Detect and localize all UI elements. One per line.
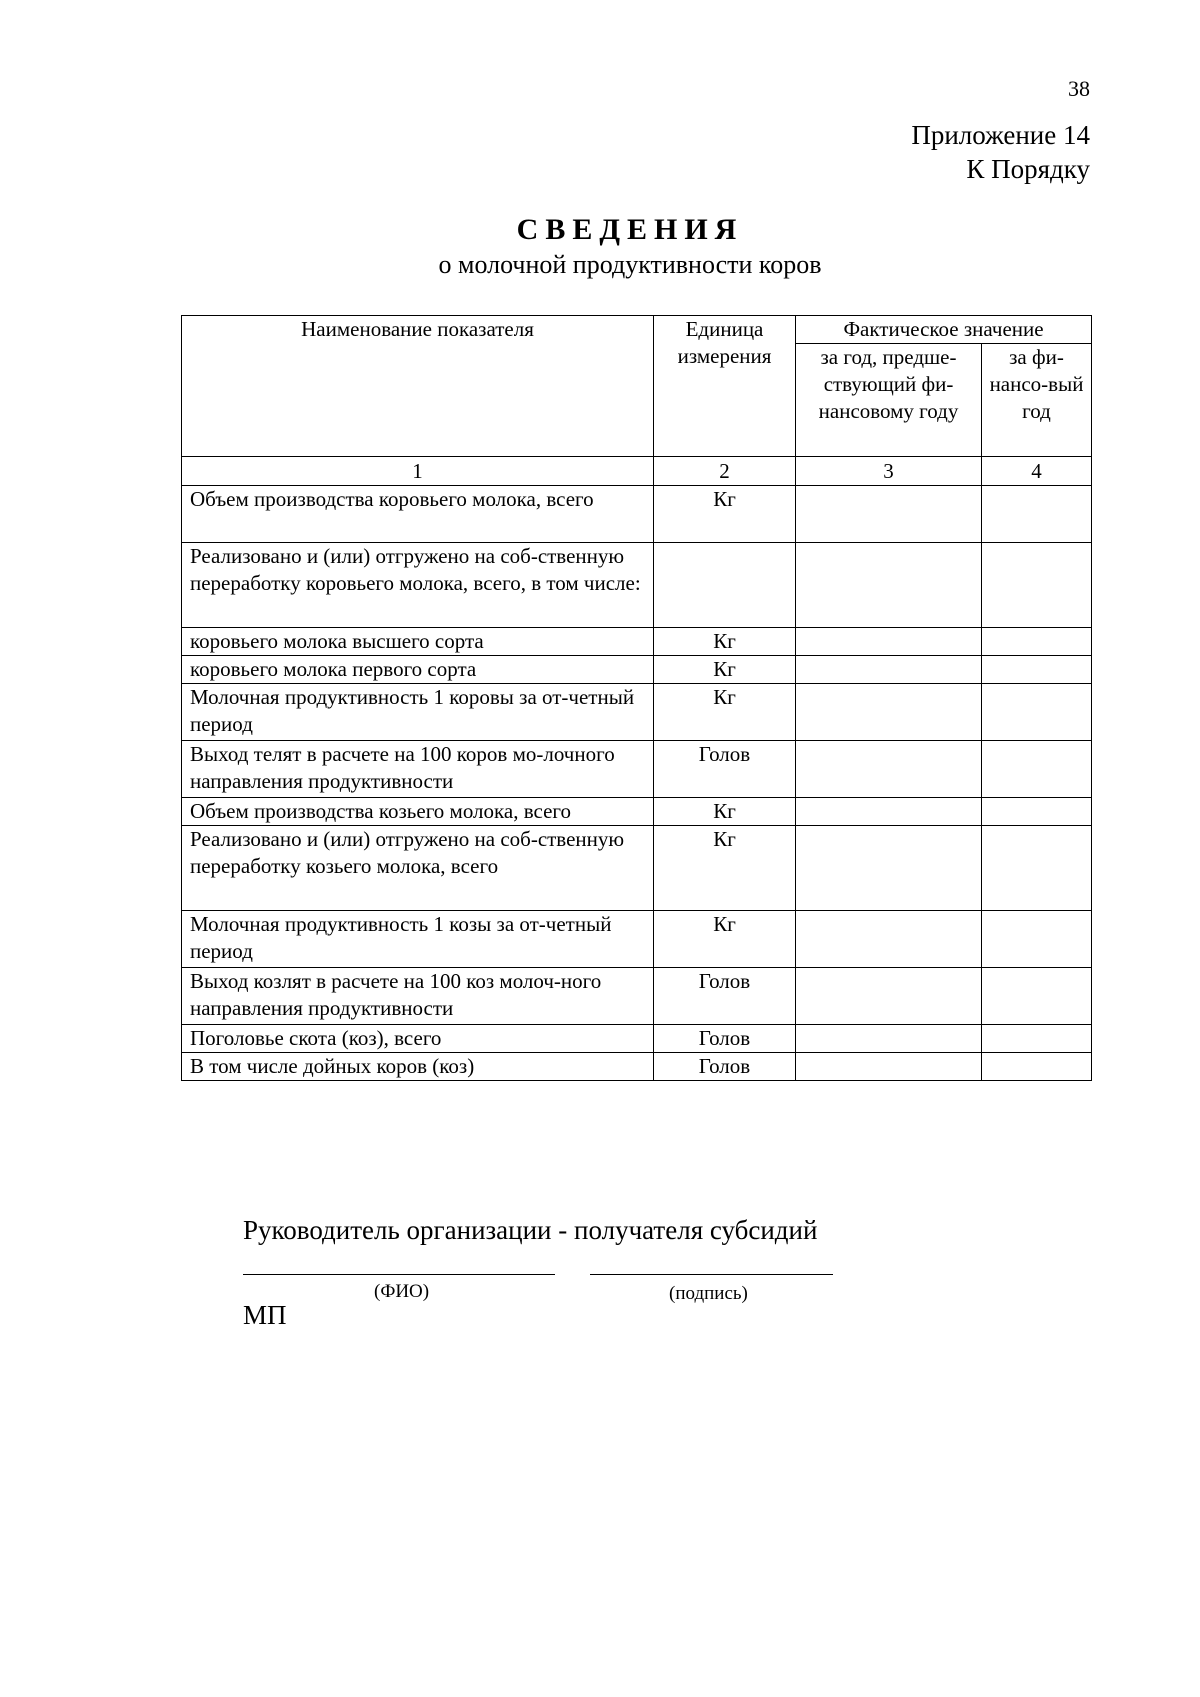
row-cur-value	[982, 628, 1092, 656]
fio-line	[243, 1274, 555, 1275]
row-name: Выход телят в расчете на 100 коров мо-лочного направления продуктивности	[182, 741, 654, 798]
table-row	[182, 628, 1092, 656]
row-name: Объем производства коровьего молока, всего	[182, 486, 654, 543]
row-unit: Голов	[654, 968, 796, 1025]
row-cur-value	[982, 656, 1092, 684]
row-unit: Голов	[654, 1053, 796, 1081]
document-subtitle: о молочной продуктивности коров	[438, 250, 822, 279]
row-unit: Кг	[654, 628, 796, 656]
row-name: Выход козлят в расчете на 100 коз молоч-ного направления продуктивности	[182, 968, 654, 1025]
column-numbers-row	[182, 457, 1092, 486]
appendix-order: К Порядку	[966, 154, 1090, 184]
row-unit: Кг	[654, 911, 796, 968]
column-number: 1	[182, 457, 654, 486]
row-name: коровьего молока высшего сорта	[182, 628, 654, 656]
row-unit: Кг	[654, 486, 796, 543]
appendix-number: Приложение 14	[911, 120, 1090, 150]
row-prev-value	[796, 656, 982, 684]
signature-caption: (подпись)	[669, 1283, 748, 1304]
row-prev-value	[796, 1025, 982, 1053]
row-cur-value	[982, 543, 1092, 628]
table-row	[182, 741, 1092, 798]
row-name: Молочная продуктивность 1 козы за от-четный период	[182, 911, 654, 968]
fio-caption: (ФИО)	[374, 1281, 430, 1302]
stamp-place-label: МП	[243, 1300, 287, 1330]
row-prev-value	[796, 911, 982, 968]
row-prev-value	[796, 486, 982, 543]
row-unit: Кг	[654, 826, 796, 911]
table-row	[182, 684, 1092, 741]
row-cur-value	[982, 486, 1092, 543]
row-name: Реализовано и (или) отгружено на соб-ственную переработку коровьего молока, всего, в том числе:	[182, 543, 654, 628]
column-number: 2	[654, 457, 796, 486]
productivity-table	[181, 315, 1092, 1081]
row-name: коровьего молока первого сорта	[182, 656, 654, 684]
row-prev-value	[796, 741, 982, 798]
header-actual: Фактическое значение	[796, 316, 1092, 344]
table-row	[182, 543, 1092, 628]
signature-title: Руководитель организации - получателя субсидий	[243, 1215, 818, 1245]
table-row	[182, 1025, 1092, 1053]
row-cur-value	[982, 911, 1092, 968]
row-unit: Голов	[654, 1025, 796, 1053]
row-prev-value	[796, 684, 982, 741]
document-title: СВЕДЕНИЯ	[516, 213, 744, 246]
page-number: 38	[1068, 76, 1090, 101]
table-row	[182, 911, 1092, 968]
row-cur-value	[982, 741, 1092, 798]
table-row	[182, 1053, 1092, 1081]
row-cur-value	[982, 1053, 1092, 1081]
table-row	[182, 486, 1092, 543]
row-prev-value	[796, 798, 982, 826]
row-prev-value	[796, 968, 982, 1025]
header-row-1	[182, 316, 1092, 344]
row-name: Молочная продуктивность 1 коровы за от-четный период	[182, 684, 654, 741]
row-cur-value	[982, 684, 1092, 741]
row-prev-value	[796, 1053, 982, 1081]
header-name: Наименование показателя	[182, 316, 654, 457]
table-row	[182, 968, 1092, 1025]
column-number: 3	[796, 457, 982, 486]
column-number: 4	[982, 457, 1092, 486]
row-unit: Кг	[654, 684, 796, 741]
row-unit	[654, 543, 796, 628]
appendix-reference	[911, 118, 1090, 186]
row-cur-value	[982, 968, 1092, 1025]
row-name: Объем производства козьего молока, всего	[182, 798, 654, 826]
row-name: В том числе дойных коров (коз)	[182, 1053, 654, 1081]
table-row	[182, 798, 1092, 826]
table-row	[182, 656, 1092, 684]
signature-line	[590, 1274, 833, 1275]
header-prev-year: за год, предше-ствующий фи-нансовому году	[796, 344, 982, 457]
row-cur-value	[982, 826, 1092, 911]
row-prev-value	[796, 628, 982, 656]
row-prev-value	[796, 543, 982, 628]
header-unit: Единица измерения	[654, 316, 796, 457]
row-cur-value	[982, 798, 1092, 826]
row-unit: Кг	[654, 656, 796, 684]
row-name: Поголовье скота (коз), всего	[182, 1025, 654, 1053]
row-cur-value	[982, 1025, 1092, 1053]
header-fin-year: за фи-нансо-вый год	[982, 344, 1092, 457]
row-prev-value	[796, 826, 982, 911]
row-name: Реализовано и (или) отгружено на соб-ственную переработку козьего молока, всего	[182, 826, 654, 911]
row-unit: Голов	[654, 741, 796, 798]
row-unit: Кг	[654, 798, 796, 826]
table-row	[182, 826, 1092, 911]
